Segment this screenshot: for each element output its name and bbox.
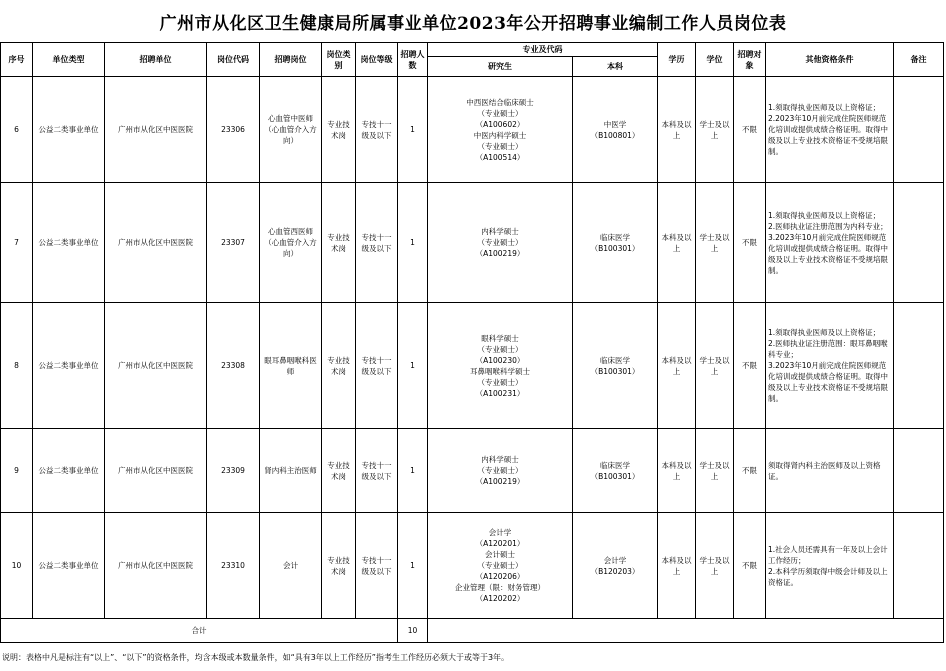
cell-target: 不限 (734, 513, 766, 619)
cell-remark (894, 183, 944, 303)
header-target: 招聘对象 (734, 43, 766, 77)
table-row (1, 429, 944, 513)
cell-grade: 专技十一级及以下 (356, 513, 398, 619)
cell-postgrad: 中西医结合临床硕士 （专业硕士） （A100602） 中医内科学硕士 （专业硕士） （A100514） (428, 77, 573, 183)
cell-undergrad: 临床医学 （B100301） (573, 303, 658, 429)
cell-seq: 6 (1, 77, 33, 183)
cell-target: 不限 (734, 183, 766, 303)
header-count: 招聘人数 (398, 43, 428, 77)
header-undergrad: 本科 (573, 57, 658, 77)
header-remark: 备注 (894, 43, 944, 77)
cell-postgrad: 内科学硕士 （专业硕士） （A100219） (428, 183, 573, 303)
cell-unit: 广州市从化区中医医院 (105, 429, 207, 513)
cell-postgrad: 眼科学硕士 （专业硕士） （A100230） 耳鼻咽喉科学硕士 （专业硕士） （A100231） (428, 303, 573, 429)
table-row (1, 183, 944, 303)
cell-degree: 学士及以上 (696, 183, 734, 303)
cell-education: 本科及以上 (658, 513, 696, 619)
cell-seq: 8 (1, 303, 33, 429)
cell-code: 23308 (207, 303, 260, 429)
cell-unit-type: 公益二类事业单位 (33, 77, 105, 183)
table-row (1, 513, 944, 619)
header-other: 其他资格条件 (766, 43, 894, 77)
cell-undergrad: 中医学 （B100801） (573, 77, 658, 183)
total-label: 合计 (1, 619, 398, 643)
footnote: 说明：表格中凡是标注有“以上”、“以下”的资格条件，均含本级或本数量条件，如“具有3年以上工作经历”指考生工作经历必须大于或等于3年。 (2, 653, 510, 662)
cell-grade: 专技十一级及以下 (356, 183, 398, 303)
cell-category: 专业技术岗 (322, 77, 356, 183)
cell-postgrad: 会计学 （A120201） 会计硕士 （专业硕士） （A120206） 企业管理（限：财务管理） （A120202） (428, 513, 573, 619)
cell-count: 1 (398, 513, 428, 619)
header-grade: 岗位等级 (356, 43, 398, 77)
cell-degree: 学士及以上 (696, 429, 734, 513)
header-code: 岗位代码 (207, 43, 260, 77)
cell-unit-type: 公益二类事业单位 (33, 513, 105, 619)
total-empty (428, 619, 944, 643)
cell-count: 1 (398, 183, 428, 303)
cell-position: 眼耳鼻咽喉科医师 (260, 303, 322, 429)
cell-seq: 10 (1, 513, 33, 619)
cell-degree: 学士及以上 (696, 303, 734, 429)
cell-remark (894, 513, 944, 619)
cell-other: 须取得肾内科主治医师及以上资格证。 (766, 429, 894, 513)
cell-code: 23306 (207, 77, 260, 183)
cell-count: 1 (398, 303, 428, 429)
cell-category: 专业技术岗 (322, 513, 356, 619)
table-row (1, 77, 944, 183)
cell-target: 不限 (734, 77, 766, 183)
header-seq: 序号 (1, 43, 33, 77)
cell-position: 心血管西医师（心血管介入方向） (260, 183, 322, 303)
cell-position: 会计 (260, 513, 322, 619)
cell-position: 肾内科主治医师 (260, 429, 322, 513)
cell-remark (894, 303, 944, 429)
cell-undergrad: 会计学 （B120203） (573, 513, 658, 619)
cell-seq: 7 (1, 183, 33, 303)
cell-remark (894, 429, 944, 513)
cell-seq: 9 (1, 429, 33, 513)
total-count: 10 (398, 619, 428, 643)
cell-unit: 广州市从化区中医医院 (105, 513, 207, 619)
cell-education: 本科及以上 (658, 429, 696, 513)
cell-degree: 学士及以上 (696, 77, 734, 183)
cell-remark (894, 77, 944, 183)
cell-count: 1 (398, 77, 428, 183)
positions-table (0, 42, 944, 643)
cell-code: 23309 (207, 429, 260, 513)
header-degree: 学位 (696, 43, 734, 77)
cell-unit-type: 公益二类事业单位 (33, 183, 105, 303)
cell-undergrad: 临床医学 （B100301） (573, 429, 658, 513)
table-row (1, 303, 944, 429)
cell-education: 本科及以上 (658, 183, 696, 303)
cell-other: 1.须取得执业医师及以上资格证； 2.医师执业证注册范围：眼耳鼻咽喉科专业； 3.2023年10月前完成住院医师规范化培训或提供成绩合格证明。取得中级及以上专业技术资格证不受规培限制。 (766, 303, 894, 429)
cell-grade: 专技十一级及以下 (356, 303, 398, 429)
page-title: 广州市从化区卫生健康局所属事业单位2023年公开招聘事业编制工作人员岗位表 (159, 13, 787, 34)
cell-count: 1 (398, 429, 428, 513)
total-row (1, 619, 944, 643)
cell-grade: 专技十一级及以下 (356, 429, 398, 513)
cell-undergrad: 临床医学 （B100301） (573, 183, 658, 303)
cell-target: 不限 (734, 303, 766, 429)
cell-unit: 广州市从化区中医医院 (105, 303, 207, 429)
header-category: 岗位类别 (322, 43, 356, 77)
cell-unit-type: 公益二类事业单位 (33, 303, 105, 429)
cell-category: 专业技术岗 (322, 303, 356, 429)
header-unit: 招聘单位 (105, 43, 207, 77)
cell-other: 1.社会人员还需具有一年及以上会计工作经历； 2.本科学历须取得中级会计师及以上资格证。 (766, 513, 894, 619)
cell-position: 心血管中医师（心血管介入方向） (260, 77, 322, 183)
header-major-group: 专业及代码 (428, 43, 658, 57)
header-position: 招聘岗位 (260, 43, 322, 77)
cell-degree: 学士及以上 (696, 513, 734, 619)
cell-code: 23310 (207, 513, 260, 619)
cell-grade: 专技十一级及以下 (356, 77, 398, 183)
cell-category: 专业技术岗 (322, 429, 356, 513)
header-education: 学历 (658, 43, 696, 77)
cell-education: 本科及以上 (658, 303, 696, 429)
header-postgrad: 研究生 (428, 57, 573, 77)
cell-other: 1.须取得执业医师及以上资格证； 2.2023年10月前完成住院医师规范化培训或提供成绩合格证明。取得中级及以上专业技术资格证不受规培限制。 (766, 77, 894, 183)
cell-category: 专业技术岗 (322, 183, 356, 303)
cell-code: 23307 (207, 183, 260, 303)
cell-unit: 广州市从化区中医医院 (105, 183, 207, 303)
cell-target: 不限 (734, 429, 766, 513)
cell-postgrad: 内科学硕士 （专业硕士） （A100219） (428, 429, 573, 513)
cell-unit-type: 公益二类事业单位 (33, 429, 105, 513)
cell-unit: 广州市从化区中医医院 (105, 77, 207, 183)
header-unit-type: 单位类型 (33, 43, 105, 77)
cell-other: 1.须取得执业医师及以上资格证； 2.医师执业证注册范围为内科专业； 3.2023年10月前完成住院医师规范化培训或提供成绩合格证明。取得中级及以上专业技术资格证不受规培限制。 (766, 183, 894, 303)
cell-education: 本科及以上 (658, 77, 696, 183)
